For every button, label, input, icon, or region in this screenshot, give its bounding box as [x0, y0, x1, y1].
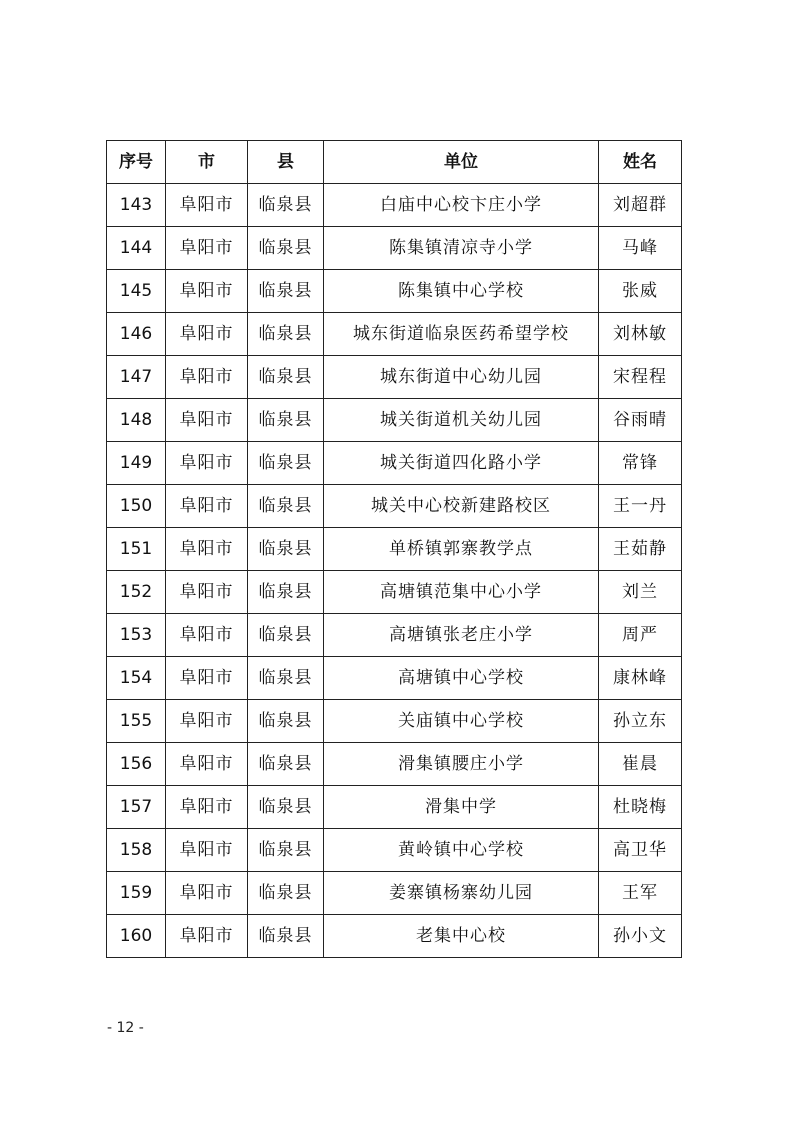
cell-unit: 高塘镇范集中心小学	[324, 571, 599, 614]
table-row	[107, 829, 682, 872]
cell-serial-number: 159	[107, 872, 166, 915]
cell-unit: 城关街道四化路小学	[324, 442, 599, 485]
cell-name: 刘超群	[599, 184, 682, 227]
cell-name: 杜晓梅	[599, 786, 682, 829]
header-serial-number: 序号	[107, 141, 166, 184]
header-county: 县	[248, 141, 324, 184]
cell-county: 临泉县	[248, 872, 324, 915]
cell-serial-number: 150	[107, 485, 166, 528]
cell-serial-number: 152	[107, 571, 166, 614]
cell-city: 阜阳市	[166, 743, 248, 786]
cell-city: 阜阳市	[166, 571, 248, 614]
cell-city: 阜阳市	[166, 399, 248, 442]
cell-city: 阜阳市	[166, 485, 248, 528]
page-number: - 12 -	[107, 1020, 144, 1036]
cell-name: 常锋	[599, 442, 682, 485]
cell-county: 临泉县	[248, 399, 324, 442]
table-row	[107, 786, 682, 829]
table-row	[107, 356, 682, 399]
cell-unit: 滑集中学	[324, 786, 599, 829]
cell-serial-number: 147	[107, 356, 166, 399]
cell-county: 临泉县	[248, 442, 324, 485]
cell-county: 临泉县	[248, 270, 324, 313]
table-row	[107, 313, 682, 356]
cell-name: 王一丹	[599, 485, 682, 528]
cell-county: 临泉县	[248, 227, 324, 270]
cell-name: 马峰	[599, 227, 682, 270]
cell-county: 临泉县	[248, 356, 324, 399]
cell-unit: 城东街道中心幼儿园	[324, 356, 599, 399]
table-row	[107, 270, 682, 313]
cell-name: 张威	[599, 270, 682, 313]
cell-county: 临泉县	[248, 313, 324, 356]
table-row	[107, 657, 682, 700]
table-row	[107, 571, 682, 614]
cell-name: 崔晨	[599, 743, 682, 786]
cell-name: 刘林敏	[599, 313, 682, 356]
cell-county: 临泉县	[248, 184, 324, 227]
cell-county: 临泉县	[248, 571, 324, 614]
cell-city: 阜阳市	[166, 227, 248, 270]
cell-serial-number: 154	[107, 657, 166, 700]
cell-name: 谷雨晴	[599, 399, 682, 442]
cell-county: 临泉县	[248, 786, 324, 829]
header-unit: 单位	[324, 141, 599, 184]
cell-serial-number: 155	[107, 700, 166, 743]
cell-county: 临泉县	[248, 614, 324, 657]
cell-name: 周严	[599, 614, 682, 657]
cell-city: 阜阳市	[166, 442, 248, 485]
header-city: 市	[166, 141, 248, 184]
cell-county: 临泉县	[248, 528, 324, 571]
cell-unit: 白庙中心校卞庄小学	[324, 184, 599, 227]
table-header	[107, 141, 682, 184]
cell-county: 临泉县	[248, 657, 324, 700]
cell-unit: 陈集镇中心学校	[324, 270, 599, 313]
cell-city: 阜阳市	[166, 356, 248, 399]
table-row	[107, 743, 682, 786]
cell-name: 孙立东	[599, 700, 682, 743]
cell-city: 阜阳市	[166, 786, 248, 829]
table-row	[107, 528, 682, 571]
table-row	[107, 227, 682, 270]
cell-unit: 老集中心校	[324, 915, 599, 958]
cell-serial-number: 143	[107, 184, 166, 227]
cell-city: 阜阳市	[166, 829, 248, 872]
cell-unit: 滑集镇腰庄小学	[324, 743, 599, 786]
cell-city: 阜阳市	[166, 657, 248, 700]
cell-serial-number: 144	[107, 227, 166, 270]
cell-city: 阜阳市	[166, 915, 248, 958]
cell-county: 临泉县	[248, 829, 324, 872]
cell-county: 临泉县	[248, 915, 324, 958]
cell-city: 阜阳市	[166, 872, 248, 915]
cell-serial-number: 156	[107, 743, 166, 786]
cell-unit: 黄岭镇中心学校	[324, 829, 599, 872]
table-row	[107, 485, 682, 528]
cell-county: 临泉县	[248, 485, 324, 528]
cell-serial-number: 148	[107, 399, 166, 442]
cell-unit: 关庙镇中心学校	[324, 700, 599, 743]
cell-unit: 城东街道临泉医药希望学校	[324, 313, 599, 356]
cell-name: 王军	[599, 872, 682, 915]
table-row	[107, 700, 682, 743]
cell-serial-number: 145	[107, 270, 166, 313]
cell-name: 王茹静	[599, 528, 682, 571]
cell-serial-number: 149	[107, 442, 166, 485]
cell-county: 临泉县	[248, 743, 324, 786]
cell-serial-number: 160	[107, 915, 166, 958]
cell-unit: 高塘镇张老庄小学	[324, 614, 599, 657]
cell-unit: 单桥镇郭寨教学点	[324, 528, 599, 571]
cell-name: 高卫华	[599, 829, 682, 872]
table-row	[107, 184, 682, 227]
cell-serial-number: 153	[107, 614, 166, 657]
table-row	[107, 399, 682, 442]
cell-serial-number: 158	[107, 829, 166, 872]
cell-name: 宋程程	[599, 356, 682, 399]
cell-city: 阜阳市	[166, 270, 248, 313]
cell-name: 康林峰	[599, 657, 682, 700]
cell-unit: 城关中心校新建路校区	[324, 485, 599, 528]
cell-city: 阜阳市	[166, 184, 248, 227]
roster-table	[106, 140, 682, 958]
cell-unit: 城关街道机关幼儿园	[324, 399, 599, 442]
cell-city: 阜阳市	[166, 700, 248, 743]
cell-serial-number: 157	[107, 786, 166, 829]
cell-serial-number: 146	[107, 313, 166, 356]
table-body	[107, 184, 682, 958]
cell-serial-number: 151	[107, 528, 166, 571]
table-row	[107, 614, 682, 657]
cell-name: 刘兰	[599, 571, 682, 614]
cell-city: 阜阳市	[166, 614, 248, 657]
cell-unit: 高塘镇中心学校	[324, 657, 599, 700]
cell-unit: 姜寨镇杨寨幼儿园	[324, 872, 599, 915]
cell-county: 临泉县	[248, 700, 324, 743]
cell-city: 阜阳市	[166, 528, 248, 571]
cell-unit: 陈集镇清凉寺小学	[324, 227, 599, 270]
table-row	[107, 915, 682, 958]
header-row	[107, 141, 682, 184]
cell-city: 阜阳市	[166, 313, 248, 356]
table-row	[107, 872, 682, 915]
header-name: 姓名	[599, 141, 682, 184]
cell-name: 孙小文	[599, 915, 682, 958]
table-row	[107, 442, 682, 485]
